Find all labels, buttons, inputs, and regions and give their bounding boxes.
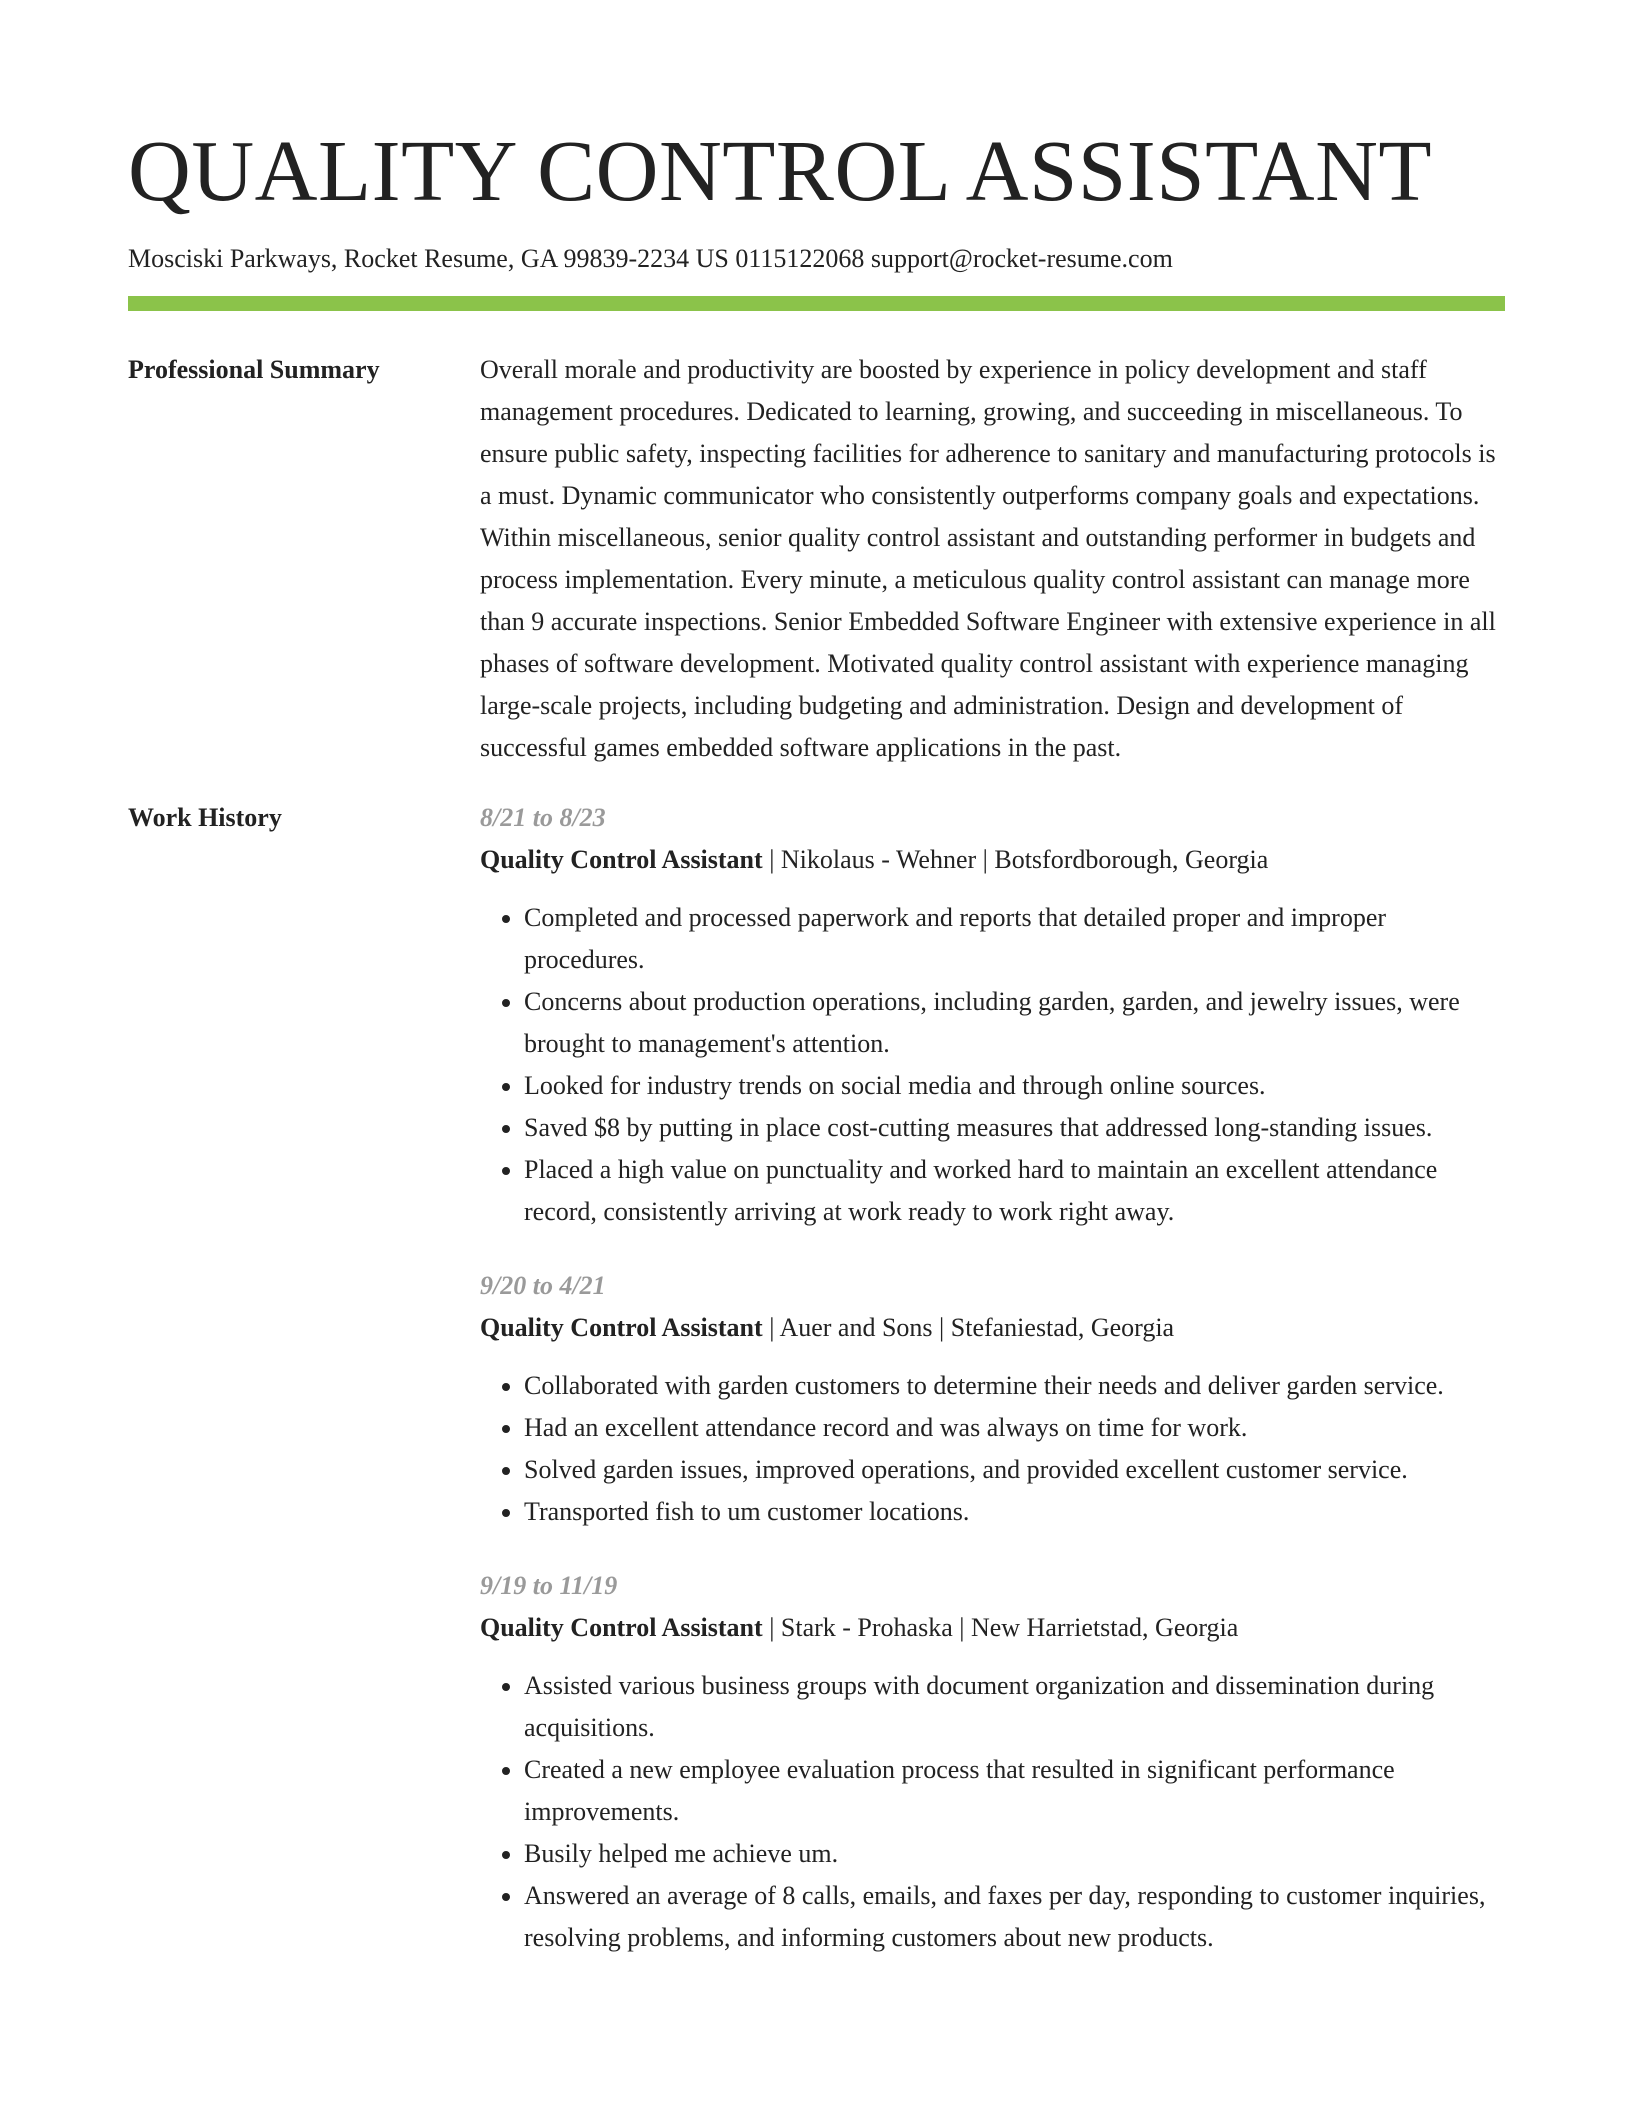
job-bullet-list <box>480 1665 1505 1959</box>
job-bullet: • Saved $8 by putting in place cost-cutting measures that addressed long-standing issues. <box>524 1107 1505 1149</box>
resume-page <box>128 0 1505 1959</box>
job-employer-location: | Nikolaus - Wehner | Botsfordborough, Georgia <box>762 845 1269 874</box>
job-entry <box>480 1265 1505 1533</box>
job-bullet: • Had an excellent attendance record and was always on time for work. <box>524 1407 1505 1449</box>
job-bullet-list <box>480 897 1505 1233</box>
resume-title: QUALITY CONTROL ASSISTANT <box>128 122 1433 219</box>
job-dates: 8/21 to 8/23 <box>480 803 606 832</box>
job-entry <box>480 797 1505 1233</box>
job-title-line <box>480 839 1505 881</box>
job-dates: 9/19 to 11/19 <box>480 1571 618 1600</box>
job-title: Quality Control Assistant <box>480 1313 763 1342</box>
job-bullet: • Collaborated with garden customers to determine their needs and deliver garden service. <box>524 1365 1505 1407</box>
work-history-section <box>128 797 1505 1959</box>
job-bullet: • Looked for industry trends on social media and through online sources. <box>524 1065 1505 1107</box>
job-title: Quality Control Assistant <box>480 1613 763 1642</box>
job-bullet: • Assisted various business groups with document organization and dissemination during acquisitions. <box>524 1665 1505 1749</box>
work-history-body <box>480 797 1505 1959</box>
job-bullet: • Placed a high value on punctuality and worked hard to maintain an excellent attendance record, consistently arriving at work ready to work right away. <box>524 1149 1505 1233</box>
job-bullet: • Concerns about production operations, including garden, garden, and jewelry issues, were brought to management's attention. <box>524 981 1505 1065</box>
job-title: Quality Control Assistant <box>480 845 763 874</box>
job-entry <box>480 1565 1505 1959</box>
job-title-line <box>480 1307 1505 1349</box>
section-label-work-history: Work History <box>128 803 282 832</box>
section-label-summary: Professional Summary <box>128 355 380 384</box>
job-bullet: • Busily helped me achieve um. <box>524 1833 1505 1875</box>
job-dates: 9/20 to 4/21 <box>480 1271 606 1300</box>
job-bullet: • Solved garden issues, improved operations, and provided excellent customer service. <box>524 1449 1505 1491</box>
job-bullet: • Transported fish to um customer locations. <box>524 1491 1505 1533</box>
job-bullet: • Completed and processed paperwork and reports that detailed proper and improper procedures. <box>524 897 1505 981</box>
job-title-line <box>480 1607 1505 1649</box>
summary-text: Overall morale and productivity are boosted by experience in policy development and staff management procedures. Dedicated to learning, growing, and succeeding in miscellaneous. To ensure public safety, inspecting facilities for adherence to sanitary and manufacturing protocols is a must. Dynamic communicator who consistently outperforms company goals and expectations. Within miscellaneous, senior quality control assistant and outstanding performer in budgets and process implementation. Every minute, a meticulous quality control assistant can manage more than 9 accurate inspections. Senior Embedded Software Engineer with extensive experience in all phases of software development. Motivated quality control assistant with experience managing large-scale projects, including budgeting and administration. Design and development of successful games embedded software applications in the past. <box>480 355 1496 762</box>
accent-divider <box>128 296 1505 311</box>
summary-body <box>480 349 1505 769</box>
job-employer-location: | Auer and Sons | Stefaniestad, Georgia <box>762 1313 1175 1342</box>
job-bullet: • Answered an average of 8 calls, emails, and faxes per day, responding to customer inquiries, resolving problems, and informing customers about new products. <box>524 1875 1505 1959</box>
job-employer-location: | Stark - Prohaska | New Harrietstad, Georgia <box>762 1613 1239 1642</box>
contact-info: Mosciski Parkways, Rocket Resume, GA 99839-2234 US 0115122068 support@rocket-resume.com <box>128 244 1173 273</box>
job-bullet-list <box>480 1365 1505 1533</box>
job-bullet: • Created a new employee evaluation process that resulted in significant performance improvements. <box>524 1749 1505 1833</box>
professional-summary-section <box>128 349 1505 769</box>
